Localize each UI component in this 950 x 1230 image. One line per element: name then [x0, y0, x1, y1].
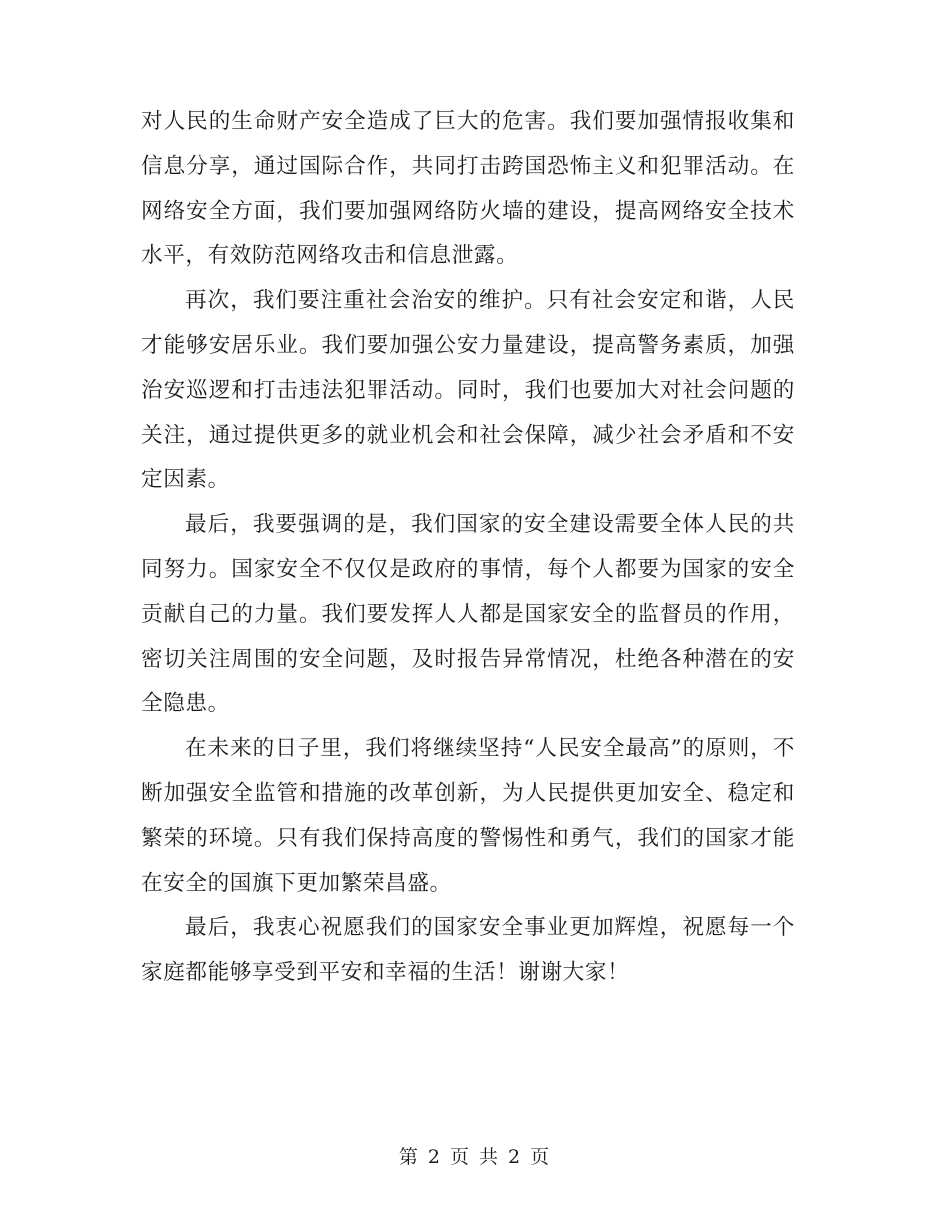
paragraph-2: 再次，我们要注重社会治安的维护。只有社会安定和谐，人民才能够安居乐业。我们要加强公安力量建设，提高警务素质，加强治安巡逻和打击违法犯罪活动。同时，我们也要加大对社会问题的关注，通过提供更多的就业机会和社会保障，减少社会矛盾和不安定因素。 [141, 288, 795, 493]
page-footer [0, 1143, 950, 1171]
document-body [141, 100, 795, 996]
paragraph-3: 最后，我要强调的是，我们国家的安全建设需要全体人民的共同努力。国家安全不仅仅是政府的事情，每个人都要为国家的安全贡献自己的力量。我们要发挥人人都是国家安全的监督员的作用，密切关注周围的安全问题，及时报告异常情况，杜绝各种潜在的安全隐患。 [141, 512, 795, 717]
paragraph-1: 对人民的生命财产安全造成了巨大的危害。我们要加强情报收集和信息分享，通过国际合作，共同打击跨国恐怖主义和犯罪活动。在网络安全方面，我们要加强网络防火墙的建设，提高网络安全技术水平，有效防范网络攻击和信息泄露。 [141, 109, 795, 269]
paragraph-4: 在未来的日子里，我们将继续坚持“人民安全最高”的原则，不断加强安全监管和措施的改革创新，为人民提供更加安全、稳定和繁荣的环境。只有我们保持高度的警惕性和勇气，我们的国家才能在安全的国旗下更加繁荣昌盛。 [141, 736, 795, 896]
page-number: 第 2 页 共 2 页 [398, 1146, 552, 1168]
paragraph-5: 最后，我衷心祝愿我们的国家安全事业更加辉煌，祝愿每一个家庭都能够享受到平安和幸福的生活！谢谢大家！ [141, 915, 795, 986]
